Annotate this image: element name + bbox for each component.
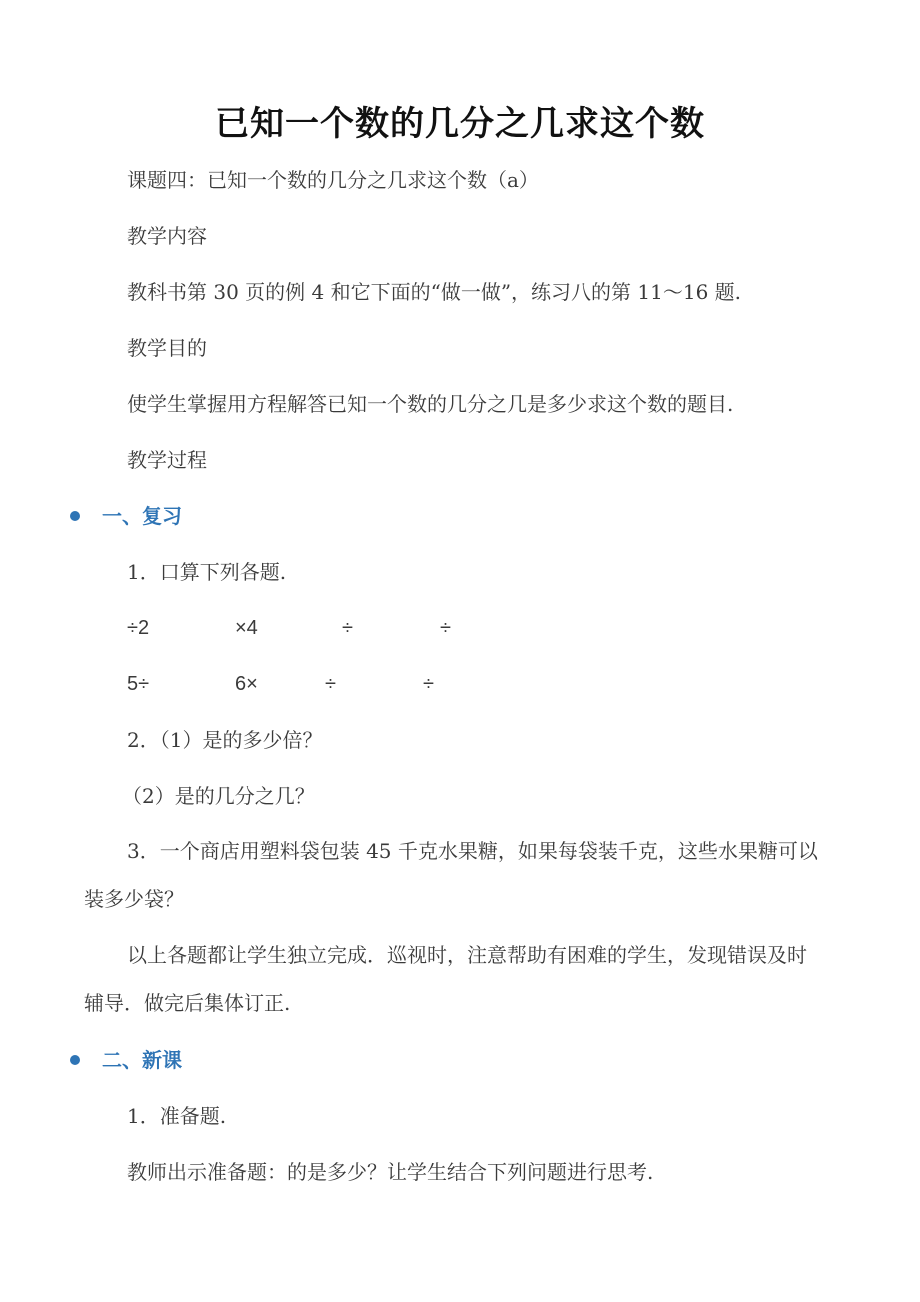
review-note: 以上各题都让学生独立完成．巡视时，注意帮助有困难的学生，发现错误及时辅导．做完后集体订正. bbox=[84, 943, 807, 1015]
review-question-3: 3．一个商店用塑料袋包装 45 千克水果糖，如果每袋装千克，这些水果糖可以装多少袋？ bbox=[84, 839, 818, 911]
section-newlesson-label: 二、新课 bbox=[102, 1048, 182, 1072]
calc-item: ÷2 bbox=[127, 617, 150, 639]
process-heading: 教学过程 bbox=[127, 448, 207, 472]
calc-item: ÷ bbox=[423, 673, 434, 695]
newlesson-question-1-desc: 教师出示准备题：的是多少？让学生结合下列问题进行思考. bbox=[127, 1160, 654, 1184]
calc-item: ×4 bbox=[235, 617, 258, 639]
calc-row-2 bbox=[127, 669, 527, 699]
goal-heading: 教学目的 bbox=[127, 336, 207, 360]
bullet-icon bbox=[70, 511, 80, 521]
content-heading: 教学内容 bbox=[127, 224, 207, 248]
newlesson-question-1: 1．准备题. bbox=[127, 1104, 227, 1128]
calc-item: 5÷ bbox=[127, 673, 150, 695]
calc-item: ÷ bbox=[440, 617, 451, 639]
section-newlesson-heading bbox=[70, 1045, 182, 1075]
document-title: 已知一个数的几分之几求这个数 bbox=[215, 104, 705, 144]
goal-text: 使学生掌握用方程解答已知一个数的几分之几是多少求这个数的题目. bbox=[127, 392, 734, 416]
section-review-label: 一、复习 bbox=[102, 504, 182, 528]
bullet-icon bbox=[70, 1055, 80, 1065]
calc-item: 6× bbox=[235, 673, 258, 695]
content-text: 教科书第 30 页的例 4 和它下面的“做一做”，练习八的第 11～16 题. bbox=[127, 280, 742, 304]
review-question-2b: （2）是的几分之几？ bbox=[122, 784, 315, 808]
calc-item: ÷ bbox=[325, 673, 336, 695]
section-review-heading bbox=[70, 501, 182, 531]
review-question-1: 1．口算下列各题. bbox=[127, 560, 287, 584]
calc-item: ÷ bbox=[342, 617, 353, 639]
topic-line: 课题四：已知一个数的几分之几求这个数（a） bbox=[127, 168, 539, 192]
calc-row-1 bbox=[127, 613, 527, 643]
review-question-2a: 2．（1）是的多少倍？ bbox=[127, 728, 323, 752]
